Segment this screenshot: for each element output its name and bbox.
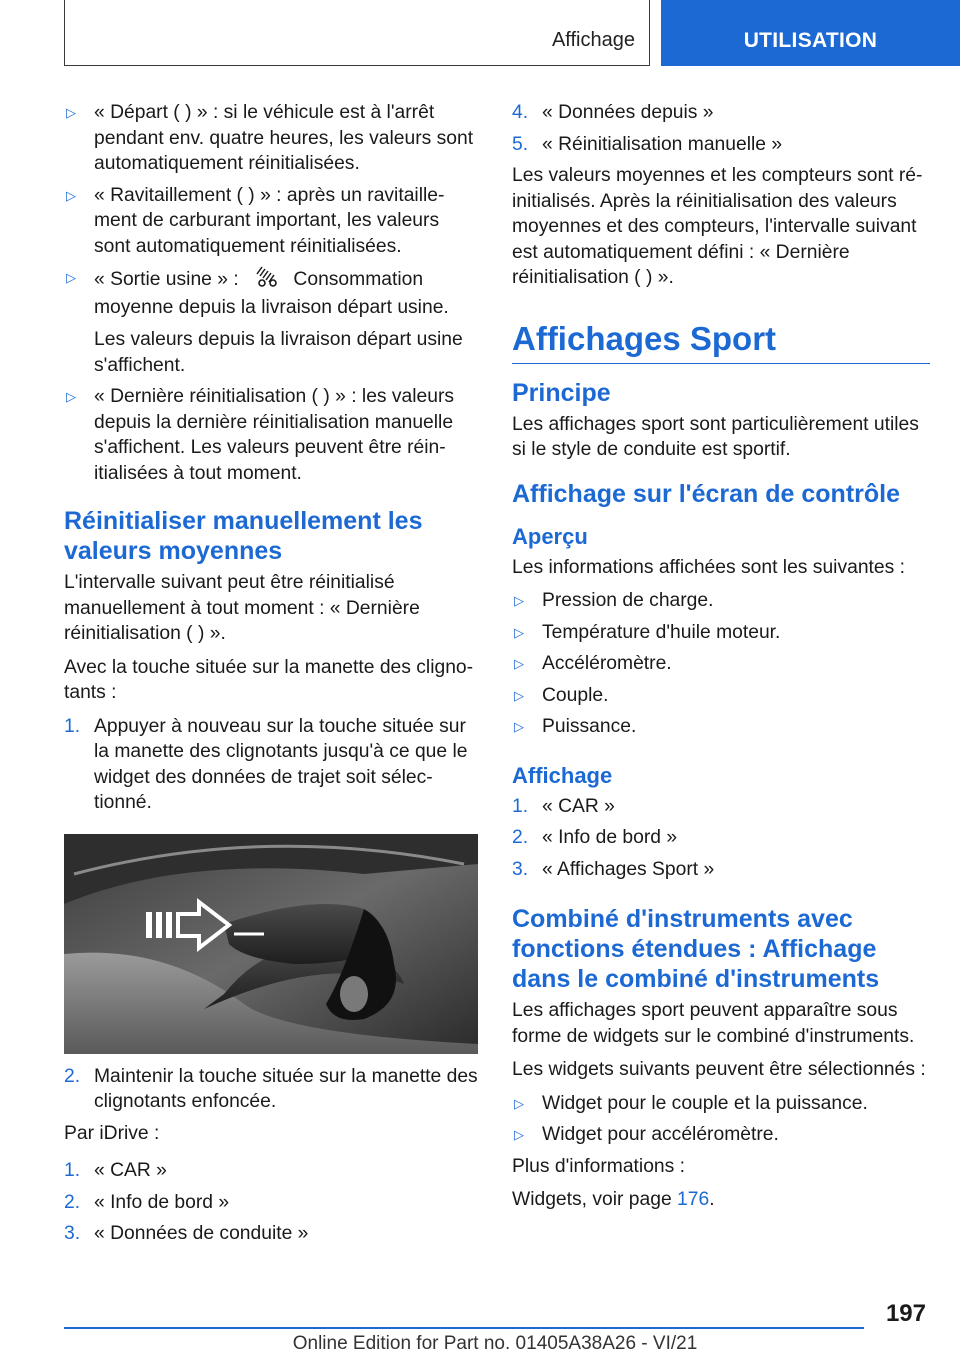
step-item [512, 857, 930, 883]
heading-apercu: Aperçu [512, 523, 588, 549]
list-item [512, 588, 930, 614]
header-frame [64, 0, 650, 66]
list-item [512, 1122, 930, 1148]
step-item [64, 714, 478, 816]
step-item [64, 1221, 478, 1247]
step-text: Maintenir la touche située sur la manette des clignotants enfoncée. [94, 1065, 478, 1112]
step-number: 2. [512, 827, 529, 848]
list-item [512, 651, 930, 677]
step-number: 2. [64, 1065, 81, 1087]
step-number: 1. [512, 795, 529, 817]
triangle-bullet-icon: ▷ [514, 1127, 524, 1142]
list-item [512, 1091, 930, 1117]
step-item [512, 132, 930, 158]
list-item [64, 265, 478, 378]
step-text: « Données de conduite » [94, 1223, 309, 1244]
paragraph: Les widgets suivants peuvent être sélectionnés : [512, 1059, 926, 1080]
bullet-text: « Sortie usine » : Consommation moyenne depuis la livraison départ usine. Les valeurs depuis la livraison départ usine s'affichent. [94, 265, 478, 378]
page-number: 197 [885, 1300, 926, 1327]
triangle-bullet-icon: ▷ [514, 719, 524, 734]
step-number: 1. [64, 1160, 81, 1181]
heading-principe: Principe [512, 378, 611, 407]
triangle-bullet-icon: ▷ [66, 187, 76, 203]
step-text: « Réinitialisation manuelle » [542, 133, 783, 155]
triangle-bullet-icon: ▷ [514, 593, 524, 608]
bullet-text: « Départ ( ) » : si le véhicule est à l'arrêt pendant env. quatre heures, les valeurs sont automatiquement réinitialisées. [94, 102, 474, 174]
triangle-bullet-icon: ▷ [514, 656, 524, 671]
eco-drive-icon [254, 265, 280, 295]
bullet-text: « Dernière réinitialisation ( ) » : les valeurs depuis la dernière réinitialisation manuelle s'affichent. Les valeurs peuvent être réinitialisées à tout moment. [94, 386, 455, 484]
step-number: 4. [512, 102, 529, 123]
paragraph: Avec la touche située sur la manette des clignotants : [64, 656, 474, 703]
list-item [512, 714, 930, 740]
paragraph: Plus d'informations : [512, 1155, 686, 1177]
paragraph: L'intervalle suivant peut être réinitialisé manuellement à tout moment : « Dernière réinitialisation ( ) ». [64, 572, 420, 644]
step-item [512, 825, 930, 851]
list-item [64, 183, 478, 260]
step-text: « Affichages Sport » [542, 858, 715, 880]
triangle-bullet-icon: ▷ [66, 105, 76, 120]
section-title: Affichage [551, 29, 635, 51]
step-item [64, 1190, 478, 1216]
right-column [512, 100, 930, 1221]
step-text: Appuyer à nouveau sur la touche située sur la manette des clignotants jusqu'à ce que le widget des données de trajet soit sélectionné. [94, 715, 468, 813]
chapter-tab[interactable] [661, 0, 960, 66]
footer-divider [64, 1327, 864, 1329]
bullet-text: Couple. [542, 684, 609, 706]
step-text: « Données depuis » [542, 102, 714, 123]
step-item [512, 100, 930, 126]
step-text: « CAR » [542, 795, 615, 817]
triangle-bullet-icon: ▷ [514, 687, 524, 703]
paragraph: Les affichages sport sont particulièrement utiles si le style de conduite est sportif. [512, 413, 919, 460]
chapter-title: UTILISATION [743, 29, 878, 52]
turn-signal-lever-photo [64, 834, 478, 1054]
step-text: « Info de bord » [94, 1191, 230, 1213]
heading-combine: Combiné d'instruments avec fonctions étendues : Affichage dans le combiné d'instruments [512, 905, 880, 993]
step-number: 2. [64, 1191, 81, 1213]
bullet-text: Température d'huile moteur. [542, 621, 781, 643]
list-item [64, 384, 478, 486]
paragraph: Par iDrive : [64, 1122, 160, 1144]
bullet-text: Accéléromètre. [542, 653, 672, 674]
step-number: 5. [512, 133, 529, 155]
list-item [512, 620, 930, 646]
heading-reset: Réinitialiser manuellement les valeurs moyennes [64, 507, 423, 565]
list-item [64, 100, 478, 177]
triangle-bullet-icon: ▷ [514, 624, 524, 640]
left-column [64, 100, 478, 1253]
bullet-text: Widget pour le couple et la puissance. [542, 1092, 868, 1114]
step-text: « CAR » [94, 1160, 167, 1181]
step-text: « Info de bord » [542, 827, 678, 848]
edition-info: Online Edition for Part no. 01405A38A26 - VI/21 [292, 1333, 698, 1354]
bullet-text: Widget pour accéléromètre. [542, 1124, 779, 1145]
step-number: 1. [64, 715, 81, 737]
heading-ecran: Affichage sur l'écran de contrôle [512, 479, 900, 508]
triangle-bullet-icon: ▷ [66, 389, 76, 404]
paragraph: Les affichages sport peuvent apparaître sous forme de widgets sur le combiné d'instruments. [512, 1000, 915, 1047]
step-item [64, 1158, 478, 1184]
paragraph: Les informations affichées sont les suivantes : [512, 556, 905, 578]
bullet-text: Pression de charge. [542, 590, 714, 611]
bullet-text: Puissance. [542, 716, 637, 737]
heading-sport: Affichages Sport [512, 319, 930, 364]
paragraph: Widgets, voir page 176. [512, 1189, 715, 1210]
triangle-bullet-icon: ▷ [514, 1095, 524, 1111]
bullet-text: « Ravitaillement ( ) » : après un ravitaillement de carburant important, les valeurs sont automatiquement réinitialisées. [94, 184, 445, 257]
page-reference-link[interactable]: 176 [677, 1189, 710, 1210]
step-item [512, 794, 930, 820]
step-item [64, 1064, 478, 1115]
heading-affichage: Affichage [512, 762, 613, 788]
triangle-bullet-icon: ▷ [66, 270, 76, 285]
step-number: 3. [512, 858, 529, 880]
step-number: 3. [64, 1223, 81, 1244]
paragraph: Les valeurs moyennes et les compteurs sont réinitialisés. Après la réinitialisation des valeurs moyennes et des compteurs, l'intervalle suivant est automatiquement défini : « Dernière réinitialisation ( ) ». [512, 165, 923, 288]
list-item [512, 683, 930, 709]
